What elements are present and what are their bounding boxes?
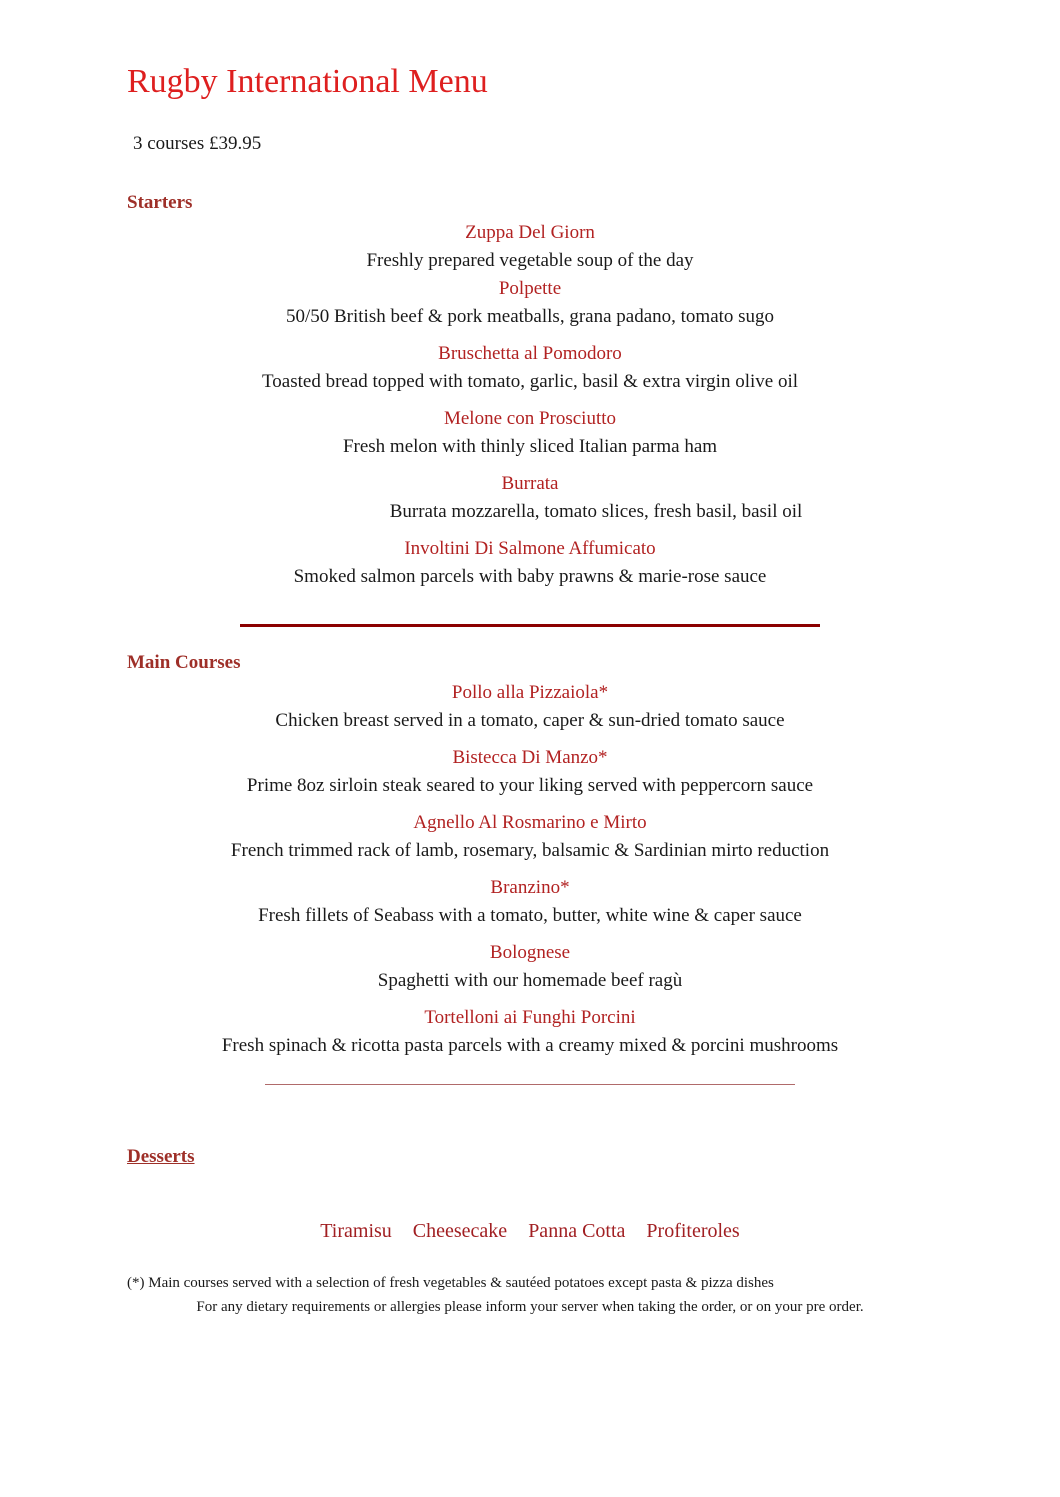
price-line: 3 courses £39.95 xyxy=(133,133,262,155)
dish-name: Bolognese xyxy=(489,942,571,964)
menu-item xyxy=(127,275,933,331)
dessert-item: Panna Cotta xyxy=(528,1220,626,1243)
dish-name: Branzino* xyxy=(490,877,570,899)
dish-name: Involtini Di Salmone Affumicato xyxy=(404,538,656,560)
menu-item xyxy=(127,470,933,526)
dish-name: Polpette xyxy=(498,278,562,300)
dish-description: Fresh melon with thinly sliced Italian parma ham xyxy=(342,436,718,458)
dessert-list xyxy=(127,1217,933,1245)
dish-name: Agnello Al Rosmarino e Mirto xyxy=(413,812,647,834)
dish-name: Bruschetta al Pomodoro xyxy=(438,343,622,365)
section-heading-desserts: Desserts xyxy=(127,1146,195,1168)
section-heading-main-courses: Main Courses xyxy=(127,652,241,674)
menu-item xyxy=(127,874,933,930)
dish-name: Zuppa Del Giorn xyxy=(465,222,595,244)
dish-description: Fresh fillets of Seabass with a tomato, butter, white wine & caper sauce xyxy=(258,905,802,927)
dish-name: Tortelloni ai Funghi Porcini xyxy=(424,1007,636,1029)
menu-item xyxy=(127,405,933,461)
menu-item xyxy=(127,744,933,800)
dish-description: French trimmed rack of lamb, rosemary, balsamic & Sardinian mirto reduction xyxy=(230,840,830,862)
page-title: Rugby International Menu xyxy=(127,63,488,100)
footnote: For any dietary requirements or allergies please inform your server when taking the order, or on your pre order. xyxy=(196,1299,864,1316)
footnote: (*) Main courses served with a selection of fresh vegetables & sautéed potatoes except pasta & pizza dishes xyxy=(127,1275,774,1292)
dish-description: Burrata mozzarella, tomato slices, fresh basil, basil oil xyxy=(389,501,803,523)
dish-description: Smoked salmon parcels with baby prawns & marie-rose sauce xyxy=(293,566,767,588)
dessert-item: Cheesecake xyxy=(412,1220,508,1243)
dish-description: Prime 8oz sirloin steak seared to your liking served with peppercorn sauce xyxy=(246,775,814,797)
dish-description: Toasted bread topped with tomato, garlic, basil & extra virgin olive oil xyxy=(262,371,798,393)
menu-item xyxy=(127,1004,933,1060)
menu-item xyxy=(127,939,933,995)
dish-description: Chicken breast served in a tomato, caper & sun-dried tomato sauce xyxy=(275,710,785,732)
section-divider xyxy=(265,1084,795,1085)
menu-item xyxy=(127,219,933,275)
menu-item xyxy=(127,679,933,735)
dessert-item: Profiteroles xyxy=(646,1220,740,1243)
dish-description: Fresh spinach & ricotta pasta parcels with a creamy mixed & porcini mushrooms xyxy=(221,1035,839,1057)
dish-name: Melone con Prosciutto xyxy=(443,408,617,430)
dish-name: Pollo alla Pizzaiola* xyxy=(451,682,609,704)
dish-description: 50/50 British beef & pork meatballs, grana padano, tomato sugo xyxy=(285,306,775,328)
dish-name: Bistecca Di Manzo* xyxy=(452,747,608,769)
dish-name: Burrata xyxy=(501,473,559,495)
menu-item xyxy=(127,535,933,591)
section-divider xyxy=(240,624,820,627)
menu-item xyxy=(127,340,933,396)
dish-description: Freshly prepared vegetable soup of the day xyxy=(366,250,694,272)
menu-item xyxy=(127,809,933,865)
dish-description: Spaghetti with our homemade beef ragù xyxy=(377,970,683,992)
section-heading-starters: Starters xyxy=(127,192,193,214)
footnotes xyxy=(127,1271,933,1319)
dessert-item: Tiramisu xyxy=(320,1220,392,1243)
